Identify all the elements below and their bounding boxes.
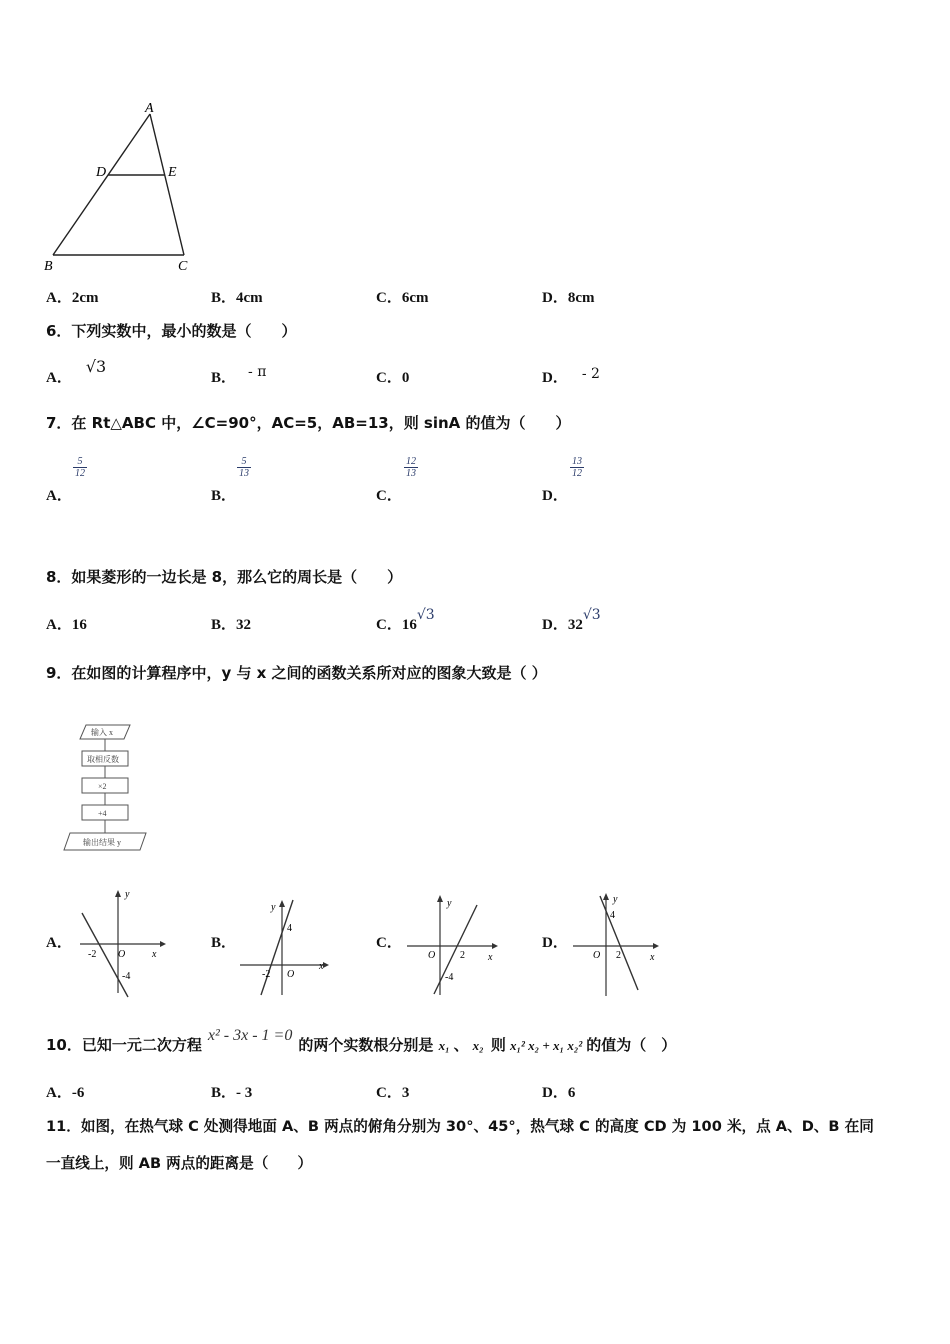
label-d: D <box>96 165 107 180</box>
graph-d[interactable] <box>568 888 668 1000</box>
flow-input: 输入 x <box>91 728 113 737</box>
q10-stem: 10．已知一元二次方程x² - 3x - 1 =0的两个实数根分别是 x₁ 、 x₂ 则 x₁² x₂ + x₁ x₂² 的值为（ ） <box>46 1027 677 1054</box>
graph-c-tick-x: 2 <box>460 950 465 961</box>
q8-option-c[interactable]: C．16√3 <box>376 607 435 633</box>
graph-a-tick-y: -4 <box>122 971 131 982</box>
label-a: A <box>145 101 154 116</box>
q9-option-d[interactable]: D． <box>542 935 568 951</box>
graph-d-tick-y: 4 <box>610 910 615 921</box>
q5-option-c[interactable]: C．6cm <box>376 290 429 306</box>
q7-fraction-c: $\frac{12}{13}$ <box>406 456 416 479</box>
q7-fraction-a: $\frac{5}{12}$ <box>75 456 85 479</box>
q8-option-a[interactable]: A．16 <box>46 617 87 633</box>
flow-output: 输出结果 y <box>83 838 121 847</box>
graph-a-tick-x: -2 <box>88 949 97 960</box>
q10-equation: x² - 3x - 1 =0 <box>207 1027 293 1044</box>
triangle-figure <box>40 100 200 275</box>
q8-option-d[interactable]: D．32√3 <box>542 607 601 633</box>
graph-c-tick-y: -4 <box>445 972 454 983</box>
q5-option-b[interactable]: B．4cm <box>211 290 263 306</box>
q7-option-a[interactable]: A． <box>46 488 72 504</box>
label-c: C <box>178 259 188 274</box>
svg-text:y: y <box>613 894 618 905</box>
flow-negate: 取相反数 <box>87 755 119 764</box>
q10-option-a[interactable]: A．-6 <box>46 1085 85 1101</box>
flow-plus-four: +4 <box>98 809 107 818</box>
graph-a[interactable] <box>70 885 170 1000</box>
q6-option-c[interactable]: C．0 <box>376 370 410 386</box>
svg-text:x: x <box>152 949 157 960</box>
graph-b-tick-y: 4 <box>287 923 292 934</box>
svg-text:y: y <box>447 898 452 909</box>
q5-option-d[interactable]: D．8cm <box>542 290 595 306</box>
q11-stem-line1: 11．如图，在热气球 C 处测得地面 A、B 两点的俯角分别为 30°、45°，热气球 C 的高度 CD 为 100 米，点 A、D、B 在同 <box>46 1118 874 1135</box>
q8-option-b[interactable]: B．32 <box>211 617 252 633</box>
q7-stem: 7．在 Rt△ABC 中，∠C=90°，AC=5，AB=13，则 sinA 的值为（ ） <box>46 414 571 432</box>
q8-stem: 8．如果菱形的一边长是 8，那么它的周长是（ ） <box>46 568 403 586</box>
svg-text:x: x <box>650 952 655 963</box>
q7-option-b[interactable]: B． <box>211 488 237 504</box>
q10-expression: x₁² x₂ + x₁ x₂² <box>509 1038 583 1053</box>
q9-option-c[interactable]: C． <box>376 935 402 951</box>
svg-text:x: x <box>488 952 493 963</box>
q6-option-d[interactable]: D． - 2 <box>542 366 600 386</box>
graph-b-origin: O <box>287 969 295 980</box>
q6-option-b[interactable]: B． - π <box>211 364 267 386</box>
q7-option-c[interactable]: C． <box>376 488 402 504</box>
q7-option-d[interactable]: D． <box>542 488 568 504</box>
graph-d-origin: O <box>593 950 601 961</box>
q6-stem: 6．下列实数中，最小的数是（ ） <box>46 322 297 340</box>
flowchart-figure <box>58 720 153 855</box>
q9-option-a[interactable]: A． <box>46 935 72 951</box>
graph-d-tick-x: 2 <box>616 950 621 961</box>
q10-option-b[interactable]: B．- 3 <box>211 1085 253 1101</box>
svg-text:y: y <box>125 889 130 900</box>
graph-b[interactable] <box>235 895 335 1005</box>
graph-c[interactable] <box>402 890 502 1000</box>
q9-option-b[interactable]: B． <box>211 935 237 951</box>
q10-option-d[interactable]: D．6 <box>542 1085 576 1101</box>
graph-b-tick-x: -2 <box>262 969 271 980</box>
svg-text:x: x <box>319 961 324 972</box>
svg-text:y: y <box>271 902 276 913</box>
q5-option-a[interactable]: A．2cm <box>46 290 99 306</box>
flow-times-two: ×2 <box>98 782 107 791</box>
q7-fraction-b: $\frac{5}{13}$ <box>239 456 249 479</box>
graph-c-origin: O <box>428 950 436 961</box>
q11-stem-line2: 一直线上，则 AB 两点的距离是（ ） <box>46 1155 313 1172</box>
label-e: E <box>168 165 177 180</box>
q9-stem: 9．在如图的计算程序中，y 与 x 之间的函数关系所对应的图象大致是（ ） <box>46 664 547 682</box>
q6-option-a[interactable]: A．√3 <box>46 357 107 386</box>
q7-fraction-d: $\frac{13}{12}$ <box>572 456 582 479</box>
label-b: B <box>44 259 53 274</box>
q10-option-c[interactable]: C．3 <box>376 1085 410 1101</box>
graph-a-origin: O <box>118 949 126 960</box>
